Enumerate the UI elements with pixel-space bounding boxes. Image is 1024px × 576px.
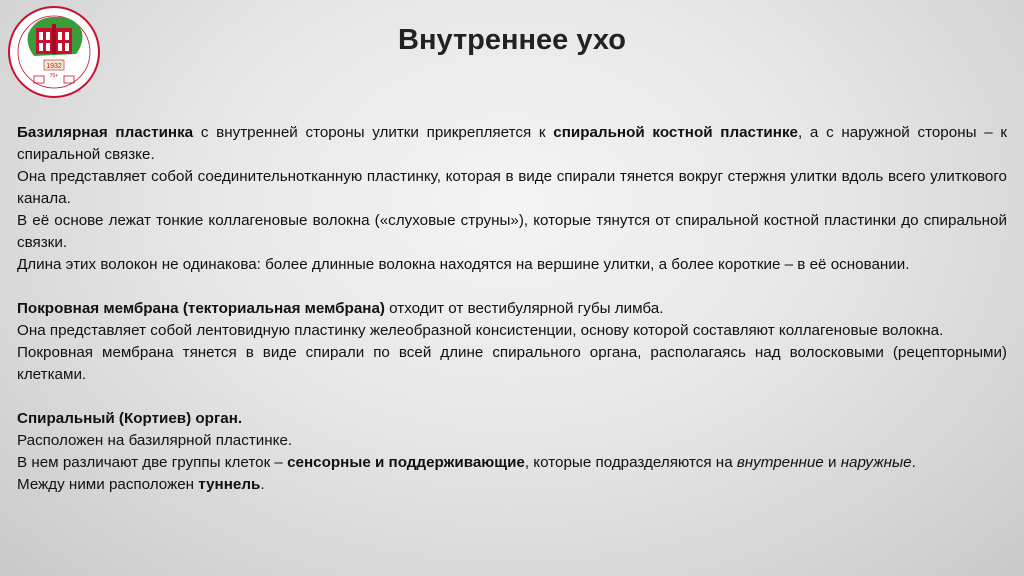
paragraph: Она представляет собой лентовидную пластинку желеобразной консистенции, основу которой составляют коллагеновые волокна. xyxy=(17,322,944,339)
paragraph xyxy=(17,474,1007,496)
text: Между ними расположен xyxy=(17,476,199,493)
paragraph: Покровная мембрана тянется в виде спирали по всей длине спирального органа, располагаясь над волосковыми (рецепторными) клетками. xyxy=(17,344,1007,383)
text: . xyxy=(260,476,265,493)
term-basilar: Базилярная пластинка xyxy=(17,124,194,141)
paragraph: В её основе лежат тонкие коллагеновые волокна («слуховые струны»), которые тянутся от спиральной костной пластинки до спиральной связки. xyxy=(17,212,1007,251)
text: , которые подразделяются на xyxy=(524,454,737,471)
term-outer: наружные xyxy=(840,454,912,471)
paragraph xyxy=(17,452,1007,474)
paragraph xyxy=(17,122,1007,166)
text: и xyxy=(823,454,841,471)
paragraph xyxy=(17,408,1007,430)
paragraph: Расположен на базилярной пластинке. xyxy=(17,432,293,449)
text: В нем различают две группы клеток – xyxy=(17,454,288,471)
text: с внутренней стороны улитки прикрепляется к xyxy=(193,124,554,141)
logo-subtitle: 70+ xyxy=(49,73,59,79)
term-spiral-plate: спиральной костной пластинке xyxy=(553,124,798,141)
term-inner: внутренние xyxy=(736,454,824,471)
term-tunnel: туннель xyxy=(198,476,261,493)
page-title: Внутреннее ухо xyxy=(398,24,626,56)
slide-body xyxy=(17,122,1007,496)
term-cells: сенсорные и поддерживающие xyxy=(287,454,525,471)
paragraph: Длина этих волокон не одинакова: более длинные волокна находятся на вершине улитки, а более короткие – в её основании. xyxy=(17,256,910,273)
paragraph: Она представляет собой соединительнотканную пластинку, которая в виде спирали тянется вокруг стержня улитки вдоль всего улиткового канала. xyxy=(17,168,1007,207)
text: . xyxy=(911,454,916,471)
logo-year: 1932 xyxy=(46,63,62,70)
term-tectorial: Покровная мембрана (текториальная мембрана) xyxy=(17,300,385,317)
term-corti: Спиральный (Кортиев) орган. xyxy=(17,410,243,427)
text: отходит от вестибулярной губы лимба. xyxy=(384,300,664,317)
text: , а с наружной стороны – к спиральной связке. xyxy=(17,124,1008,163)
paragraph xyxy=(17,298,1007,320)
